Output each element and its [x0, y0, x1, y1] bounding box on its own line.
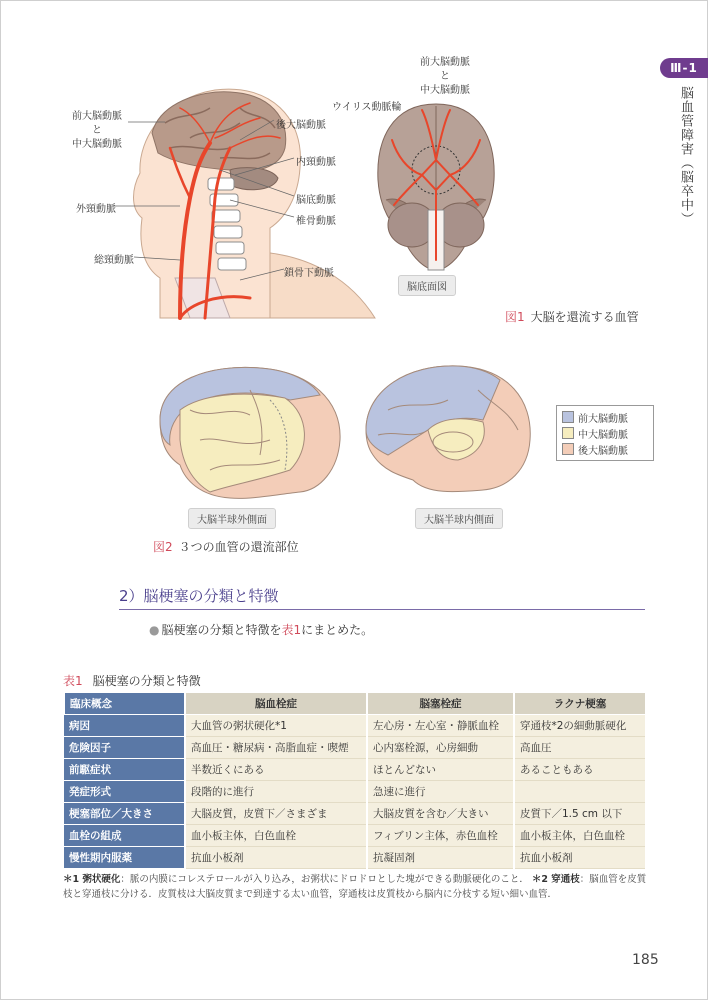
bullet-dot: ● [149, 623, 160, 637]
figure2-caption [153, 538, 299, 555]
table-row [64, 715, 645, 737]
label-external-carotid: 外頸動脈 [76, 204, 116, 215]
table-cell: 大脳皮質を含む／大きい [367, 803, 514, 825]
table1-caption-text: 脳梗塞の分類と特徴 [92, 674, 201, 688]
footnote-2-text: ：脳血管を皮質枝と穿通枝に分ける．皮質枝は大脳皮質まで到達する太い血管，穿通枝は皮質枝から脳内に分枝する短い細い血管． [63, 874, 647, 900]
bottom-view-tag: 脳底面図 [398, 275, 456, 296]
legend-item [562, 409, 648, 425]
legend-item [562, 425, 648, 441]
legend-swatch-anterior [562, 411, 574, 423]
section-heading: 2）脳梗塞の分類と特徴 [119, 585, 645, 610]
table-cell: 高血圧・糖尿病・高脂血症・喫煙 [185, 737, 367, 759]
table-row [64, 803, 645, 825]
legend-label: 中大脳動脈 [578, 429, 628, 441]
table-row-header: 危険因子 [64, 737, 185, 759]
chapter-title: 脳血管障害（脳卒中） [678, 86, 693, 226]
table1-caption-number: 表1 [63, 674, 83, 688]
table-row [64, 825, 645, 847]
label-posterior-cerebral: 後大脳動脈 [276, 120, 326, 131]
medial-hemisphere-illustration [358, 360, 538, 500]
table-cell: 抗血小板剤 [185, 847, 367, 869]
table-row [64, 737, 645, 759]
table-footnote [63, 872, 647, 902]
label-subclavian: 鎖骨下動脈 [284, 268, 334, 279]
table-header-cell: 臨床概念 [64, 693, 185, 715]
table-cell: 皮質下／1.5 cm 以下 [514, 803, 645, 825]
label-vertebral: 椎骨動脈 [296, 216, 336, 227]
table-row-header: 慢性期内服薬 [64, 847, 185, 869]
figure2-caption-text: ３つの血管の還流部位 [178, 540, 299, 554]
table-row-header: 血栓の組成 [64, 825, 185, 847]
bullet-paragraph [149, 621, 373, 638]
table-cell: 大血管の粥状硬化*1 [185, 715, 367, 737]
figure2-legend [556, 405, 654, 461]
table-header-cell: ラクナ梗塞 [514, 693, 645, 715]
legend-item [562, 441, 648, 457]
legend-swatch-middle [562, 427, 574, 439]
table-row-header: 梗塞部位／大きさ [64, 803, 185, 825]
table-cell: 穿通枝*2の細動脈硬化 [514, 715, 645, 737]
figure1-caption [505, 308, 639, 325]
footnote-2-term: ＊2 穿通枝 [531, 874, 580, 885]
table-cell [514, 781, 645, 803]
infarction-classification-table [63, 693, 645, 869]
table-header-row [64, 693, 645, 715]
bullet-pre: 脳梗塞の分類と特徴を [161, 623, 282, 637]
table-header-cell: 脳血栓症 [185, 693, 367, 715]
legend-label: 前大脳動脈 [578, 413, 628, 425]
table-row-header: 発症形式 [64, 781, 185, 803]
label-ant-mid-cerebral-top: 前大脳動脈 と 中大脳動脈 [420, 57, 470, 96]
label-ant-mid-cerebral-left: 前大脳動脈 と 中大脳動脈 [72, 111, 122, 150]
table-reference-link[interactable]: 表1 [281, 623, 302, 637]
table-row [64, 847, 645, 869]
medial-view-tag: 大脳半球内側面 [415, 508, 503, 529]
table-cell: 血小板主体，白色血栓 [514, 825, 645, 847]
table-row [64, 759, 645, 781]
bullet-post: にまとめた。 [301, 623, 374, 637]
leader-lines [60, 100, 390, 290]
label-common-carotid: 総頸動脈 [94, 255, 134, 266]
table-header-cell: 脳塞栓症 [367, 693, 514, 715]
table-row-header: 病因 [64, 715, 185, 737]
table-cell: 大脳皮質，皮質下／さまざま [185, 803, 367, 825]
footnote-1-text: ：脈の内膜にコレステロールが入り込み，お粥状にドロドロとした塊ができる動脈硬化のこと． [120, 874, 529, 885]
legend-swatch-posterior [562, 443, 574, 455]
table-cell: フィブリン主体，赤色血栓 [367, 825, 514, 847]
table-cell: 血小板主体，白色血栓 [185, 825, 367, 847]
table-cell: 段階的に進行 [185, 781, 367, 803]
brain-bottom-view [372, 100, 500, 275]
figure2-caption-number: 図2 [153, 540, 173, 554]
label-internal-carotid: 内頸動脈 [296, 157, 336, 168]
table-row [64, 781, 645, 803]
lateral-hemisphere-illustration [150, 360, 350, 500]
table-cell: あることもある [514, 759, 645, 781]
figure1-caption-number: 図1 [505, 310, 525, 324]
table-cell: 抗血小板剤 [514, 847, 645, 869]
table-cell: 半数近くにある [185, 759, 367, 781]
footnote-1-term: ＊1 粥状硬化 [63, 874, 121, 885]
table-cell: 心内塞栓源，心房細動 [367, 737, 514, 759]
figure1-caption-text: 大脳を還流する血管 [530, 310, 639, 324]
chapter-badge: Ⅲ-1 [660, 58, 708, 78]
legend-label: 後大脳動脈 [578, 445, 628, 457]
table-row-header: 前駆症状 [64, 759, 185, 781]
label-willis: ウイリス動脈輪 [332, 102, 402, 113]
table-cell: 急速に進行 [367, 781, 514, 803]
lateral-view-tag: 大脳半球外側面 [188, 508, 276, 529]
table-cell: 高血圧 [514, 737, 645, 759]
table-cell: ほとんどない [367, 759, 514, 781]
table-cell: 抗凝固剤 [367, 847, 514, 869]
table1-caption [63, 672, 201, 689]
label-basilar: 脳底動脈 [296, 195, 336, 206]
table-cell: 左心房・左心室・静脈血栓 [367, 715, 514, 737]
page-number: 185 [632, 952, 659, 968]
